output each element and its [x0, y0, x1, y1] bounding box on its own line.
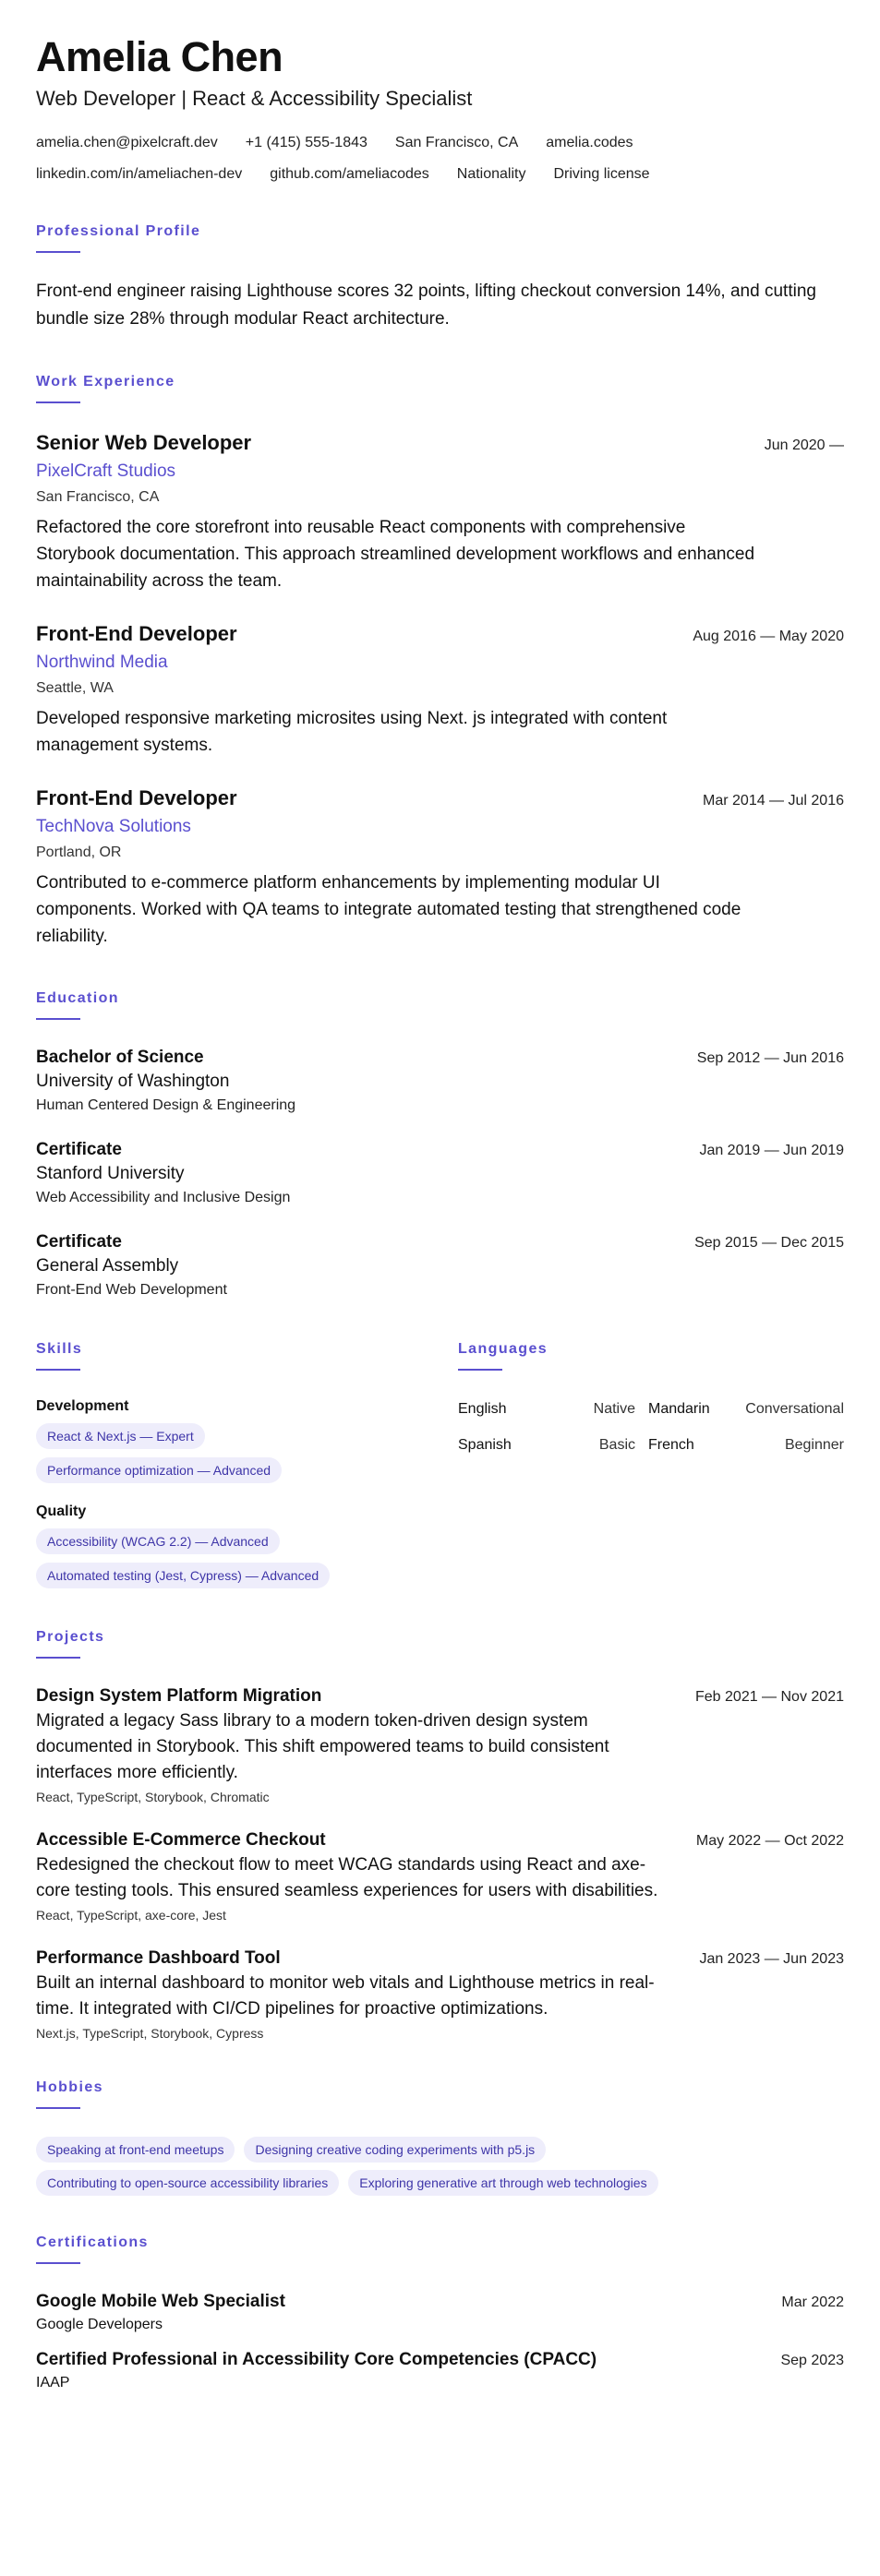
hobby-chip: Designing creative coding experiments with p5.js — [244, 2137, 546, 2163]
job-entry — [36, 786, 844, 950]
skill-group — [36, 1504, 458, 1588]
profile-summary: Front-end engineer raising Lighthouse scores 32 points, lifting checkout conversion 14%, and cutting bundle size 28% through modular React architecture. — [36, 282, 816, 329]
contact-email[interactable]: amelia.chen@pixelcraft.dev — [36, 135, 218, 150]
section-divider — [36, 1657, 80, 1659]
section-divider — [36, 401, 80, 403]
language-item — [648, 1427, 844, 1463]
language-item — [458, 1427, 648, 1463]
job-title: Senior Web Developer — [36, 431, 252, 454]
job-company: TechNova Solutions — [36, 817, 191, 836]
certification-entry — [36, 2292, 844, 2333]
section-title: Hobbies — [36, 2079, 103, 2095]
education-field: Web Accessibility and Inclusive Design — [36, 1190, 291, 1205]
contact-info — [36, 127, 844, 190]
section-divider — [458, 1369, 502, 1371]
skill-group-title: Quality — [36, 1504, 87, 1519]
candidate-name: Amelia Chen — [36, 33, 283, 80]
certification-date: Sep 2023 — [780, 2353, 844, 2368]
job-description: Refactored the core storefront into reusable React components with comprehensive Storybook documentation. This approach streamlined development workflows and enhanced maintainability across the team. — [36, 518, 755, 591]
job-company: Northwind Media — [36, 653, 168, 672]
project-name: Accessible E-Commerce Checkout — [36, 1830, 326, 1850]
education-section — [36, 990, 844, 1299]
language-level: Conversational — [745, 1401, 844, 1417]
project-tech: React, TypeScript, Storybook, Chromatic — [36, 1790, 270, 1804]
education-entry — [36, 1140, 844, 1206]
skills-section — [36, 1341, 458, 1588]
project-tech: Next.js, TypeScript, Storybook, Cypress — [36, 2026, 264, 2041]
job-title: Front-End Developer — [36, 786, 237, 809]
hobby-chips — [36, 2129, 793, 2196]
language-name: English — [458, 1401, 507, 1417]
section-title: Skills — [36, 1341, 83, 1357]
education-dates: Sep 2015 — Dec 2015 — [694, 1235, 844, 1251]
education-entry — [36, 1232, 844, 1299]
job-dates: Jun 2020 — — [764, 437, 844, 453]
certification-issuer: IAAP — [36, 2375, 70, 2390]
job-dates: Aug 2016 — May 2020 — [693, 629, 844, 644]
project-description: Migrated a legacy Sass library to a modern token-driven design system documented in Storybook. This shift empowered teams to build consistent interfaces more efficiently. — [36, 1711, 609, 1782]
job-company: PixelCraft Studios — [36, 461, 176, 481]
section-title: Work Experience — [36, 374, 175, 389]
language-item — [458, 1391, 648, 1427]
education-school: General Assembly — [36, 1256, 179, 1276]
contact-github[interactable]: github.com/ameliacodes — [270, 166, 429, 182]
job-dates: Mar 2014 — Jul 2016 — [703, 793, 844, 809]
project-description: Built an internal dashboard to monitor web vitals and Lighthouse metrics in real-time. It integrated with CI/CD pipelines for proactive optimizations. — [36, 1973, 655, 2019]
certification-issuer: Google Developers — [36, 2317, 163, 2332]
language-name: French — [648, 1437, 694, 1453]
skill-group — [36, 1398, 458, 1483]
contact-location: San Francisco, CA — [394, 135, 519, 150]
certification-name: Google Mobile Web Specialist — [36, 2292, 285, 2311]
hobby-chip: Exploring generative art through web technologies — [348, 2170, 657, 2196]
education-degree: Certificate — [36, 1232, 122, 1252]
profile-section — [36, 223, 844, 333]
contact-driving-license: Driving license — [553, 166, 650, 182]
section-divider — [36, 251, 80, 253]
contact-linkedin[interactable]: linkedin.com/in/ameliachen-dev — [36, 166, 243, 182]
language-level: Beginner — [784, 1437, 844, 1453]
languages-list — [458, 1391, 844, 1463]
education-field: Human Centered Design & Engineering — [36, 1097, 296, 1113]
education-entry — [36, 1048, 844, 1114]
project-tech: React, TypeScript, axe-core, Jest — [36, 1908, 226, 1923]
skill-chips — [36, 1520, 458, 1588]
project-entry — [36, 1686, 844, 1804]
education-dates: Sep 2012 — Jun 2016 — [696, 1050, 844, 1066]
job-title: Front-End Developer — [36, 622, 237, 645]
job-description: Developed responsive marketing microsites using Next. js integrated with content management systems. — [36, 709, 668, 755]
project-name: Design System Platform Migration — [36, 1686, 322, 1706]
section-title: Certifications — [36, 2235, 149, 2250]
contact-nationality: Nationality — [456, 166, 526, 182]
project-dates: Jan 2023 — Jun 2023 — [699, 1951, 844, 1967]
certifications-section — [36, 2235, 844, 2391]
hobby-chip: Speaking at front-end meetups — [36, 2137, 235, 2163]
experience-section — [36, 374, 844, 950]
certification-name: Certified Professional in Accessibility Core Competencies (CPACC) — [36, 2350, 597, 2369]
language-name: Spanish — [458, 1437, 512, 1453]
language-name: Mandarin — [648, 1401, 710, 1417]
skill-chip: Accessibility (WCAG 2.2) — Advanced — [36, 1528, 280, 1554]
languages-section — [458, 1341, 844, 1588]
section-title: Professional Profile — [36, 223, 201, 239]
projects-section — [36, 1629, 844, 2041]
certification-entry — [36, 2350, 844, 2391]
certification-date: Mar 2022 — [781, 2294, 844, 2310]
section-divider — [36, 2107, 80, 2109]
skill-chips — [36, 1415, 458, 1483]
candidate-headline: Web Developer | React & Accessibility Specialist — [36, 87, 473, 110]
contact-website[interactable]: amelia.codes — [546, 135, 633, 150]
job-location: San Francisco, CA — [36, 489, 160, 505]
section-divider — [36, 2262, 80, 2264]
skill-chip: React & Next.js — Expert — [36, 1423, 205, 1449]
resume-header — [36, 33, 844, 190]
section-title: Projects — [36, 1629, 105, 1645]
skill-chip: Automated testing (Jest, Cypress) — Advanced — [36, 1563, 330, 1588]
project-description: Redesigned the checkout flow to meet WCAG standards using React and axe-core testing tools. This ensured seamless experiences for users with disabilities. — [36, 1855, 658, 1900]
project-dates: Feb 2021 — Nov 2021 — [695, 1689, 844, 1705]
project-name: Performance Dashboard Tool — [36, 1948, 281, 1968]
job-entry — [36, 431, 844, 594]
skill-chip: Performance optimization — Advanced — [36, 1457, 282, 1483]
education-field: Front-End Web Development — [36, 1282, 227, 1298]
education-school: Stanford University — [36, 1164, 185, 1183]
hobby-chip: Contributing to open-source accessibility libraries — [36, 2170, 339, 2196]
section-title: Languages — [458, 1341, 548, 1357]
job-description: Contributed to e-commerce platform enhancements by implementing modular UI components. Worked with QA teams to integrate automated testing that strengthened code reliability. — [36, 873, 741, 946]
project-entry — [36, 1830, 844, 1923]
job-location: Seattle, WA — [36, 680, 114, 696]
section-title: Education — [36, 990, 119, 1006]
language-item — [648, 1391, 844, 1427]
language-level: Native — [593, 1401, 635, 1417]
education-dates: Jan 2019 — Jun 2019 — [699, 1143, 844, 1158]
section-divider — [36, 1018, 80, 1020]
job-location: Portland, OR — [36, 845, 122, 860]
project-entry — [36, 1948, 844, 2041]
language-level: Basic — [598, 1437, 635, 1453]
skill-group-title: Development — [36, 1398, 129, 1414]
skills-languages-row — [36, 1341, 844, 1588]
project-dates: May 2022 — Oct 2022 — [695, 1833, 844, 1849]
contact-phone[interactable]: +1 (415) 555-1843 — [245, 135, 368, 150]
section-divider — [36, 1369, 80, 1371]
education-degree: Certificate — [36, 1140, 122, 1159]
job-entry — [36, 622, 844, 759]
education-school: University of Washington — [36, 1072, 230, 1091]
education-degree: Bachelor of Science — [36, 1048, 204, 1067]
hobbies-section — [36, 2079, 844, 2196]
